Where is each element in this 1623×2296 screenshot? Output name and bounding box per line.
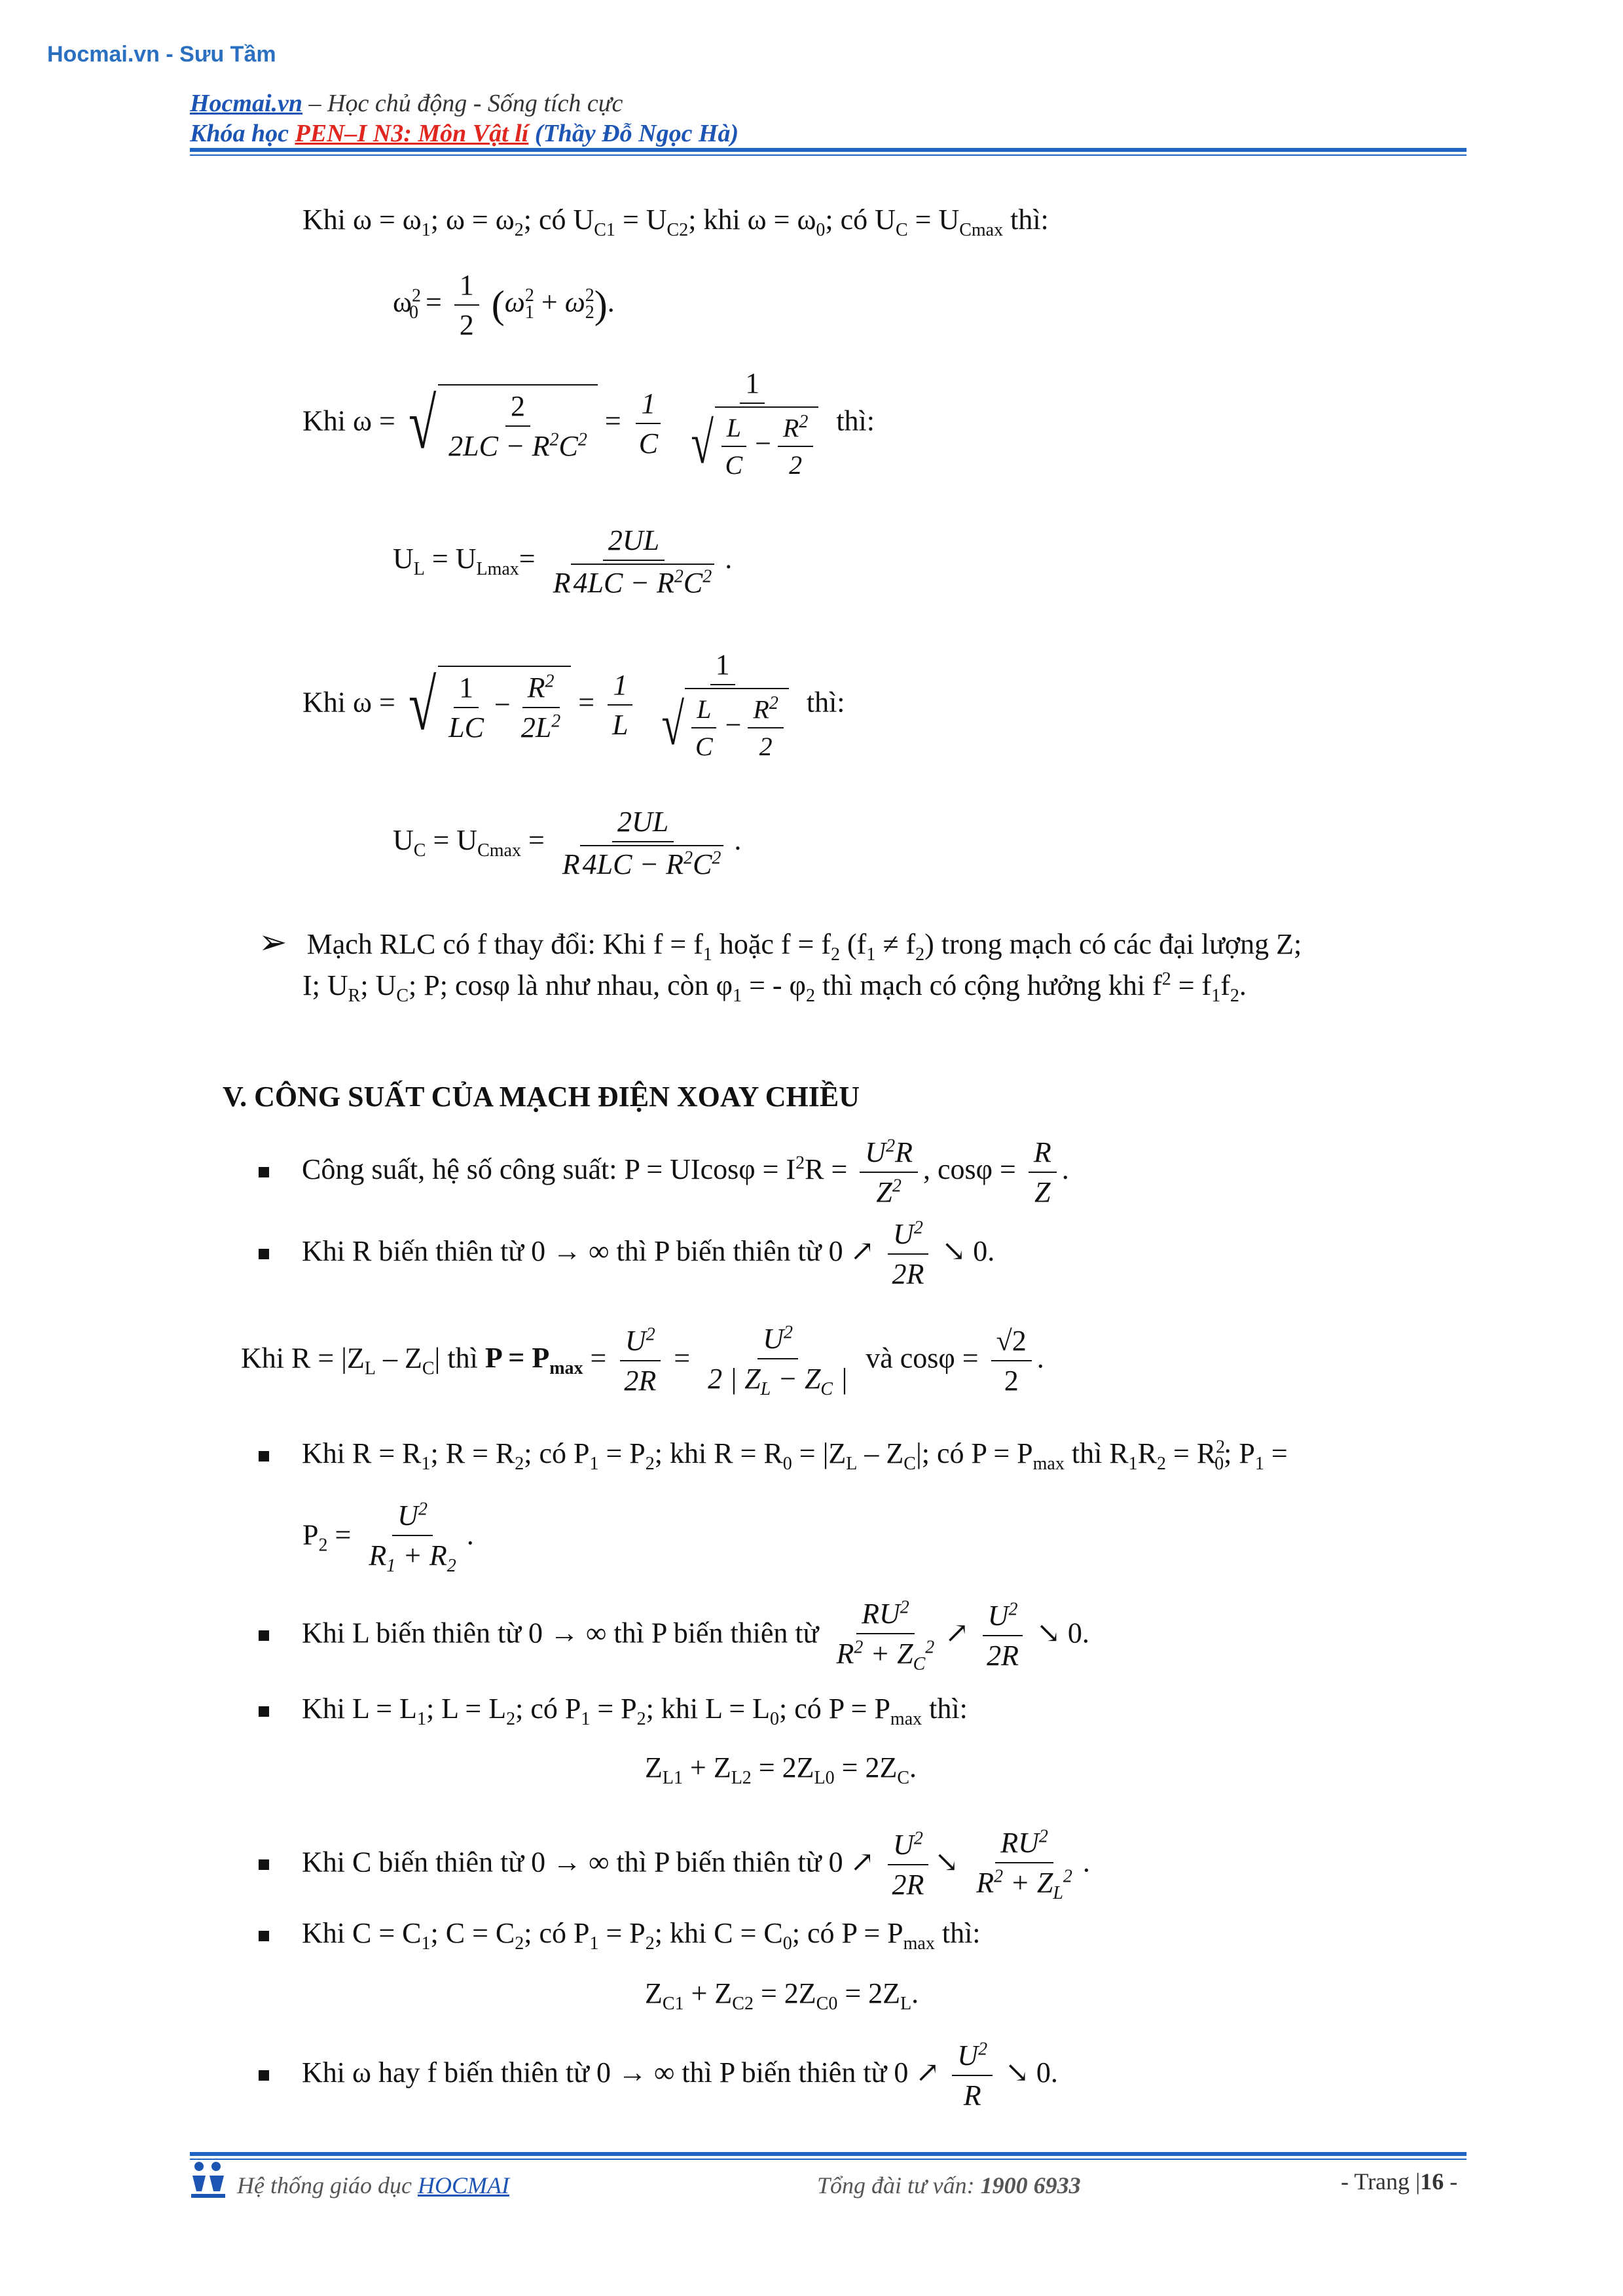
footer-phone: 1900 6933 (980, 2172, 1081, 2198)
square-bullet-icon (259, 1931, 269, 1941)
formula-omega-uc: Khi ω = √ $\frac{2}{2LC - R^2C^2}$ = $\frac{1}{C}$ 1 √ $\frac{L}{C}$ − $\frac{R^2}{2}$ thì: (302, 367, 875, 480)
formula-zl: $Z_{L1} + Z_{L2} = 2Z_{L0} = 2Z_C$. (645, 1751, 917, 1788)
slogan: – Học chủ động - Sống tích cực (302, 90, 623, 117)
header-line-1 (190, 89, 623, 118)
square-bullet-icon (259, 1859, 269, 1870)
bullet-c1-c2: Khi $C = C_1$; $C = C_2$; có $P_1 = P_2$; khi $C = C_0$; có $P = P_{max}$ thì: (259, 1916, 981, 1954)
formula-omega0: $\omega^2_0$ = $\frac{1}{2}$ $(\omega_1^2 + \omega_2^2)$. (393, 269, 615, 341)
bullet-l1-l2: Khi $L = L_1$; $L = L_2$; có $P_1 = P_2$; khi $L = L_0$; có $P = P_{max}$ thì: (259, 1692, 968, 1730)
page-number: - Trang |16 - (1341, 2168, 1458, 2195)
paragraph-rlc-f: ➢ Mạch RLC có f thay đổi: Khi $f = f_1$ hoặc $f = f_2$ $(f_1 \ne f_2)$ trong mạch có các đại lượng Z; (259, 924, 1302, 965)
teacher: (Thầy Đỗ Ngọc Hà) (528, 120, 739, 147)
line-omega-cond: Khi $\omega = \omega_1$; $\omega = \omega_2$; có $U_{C1} = U_{C2}$; khi $\omega = \omega_0$; có $U_C = U_{Cmax}$ thì: (302, 204, 1049, 240)
header-line-2 (190, 119, 739, 148)
footer-rule (190, 2152, 1467, 2156)
arrow-bullet-icon: ➢ (259, 924, 287, 961)
site-link[interactable]: Hocmai.vn (190, 90, 303, 117)
bullet-c-vary: Khi C biến thiên từ 0 → ∞ thì P biến thiên từ 0 ↗ $\frac{U^2}{2R}$ ↘ $\frac{RU^2}{R^2 + Z_L^2}$ . (259, 1826, 1090, 1904)
footer-rule-thin (190, 2159, 1467, 2160)
square-bullet-icon (259, 2070, 269, 2081)
bullet-omega-vary: Khi ω hay f biến thiên từ 0 → ∞ thì P biến thiên từ 0 ↗ $\frac{U^2}{R}$ ↘ 0. (259, 2039, 1058, 2112)
course-code[interactable]: PEN–I N3: Môn Vật lí (295, 120, 529, 147)
square-bullet-icon (259, 1706, 269, 1717)
square-bullet-icon (259, 1249, 269, 1259)
bullet-power-factor: Công suất, hệ số công suất: $P = UIcos\varphi = I^2R$ = $\frac{U^2R}{Z^2}$ , cosφ = $\frac{R}{Z}$ . (259, 1136, 1069, 1209)
formula-ulmax: $U_L = U_{Lmax}=$ $\frac{2UL}{R4LC - R^2C^2}$ . (393, 524, 733, 599)
formula-p2: $P_2$ = $\frac{U^2}{R_1 + R_2}$ . (302, 1499, 474, 1576)
bullet-r-vary: Khi R biến thiên từ 0 → ∞ thì P biến thiên từ 0 ↗ $\frac{U^2}{2R}$ ↘ 0. (259, 1217, 994, 1291)
formula-omega-ul: Khi ω = √ $\frac{1}{LC}$ − $\frac{R^2}{2L^2}$ = $\frac{1}{L}$ 1 √ $\frac{L}{C}$ − $\frac{R^2}{2}$ thì: (302, 649, 845, 762)
course-prefix: Khóa học (190, 120, 295, 147)
square-bullet-icon (259, 1167, 269, 1177)
square-bullet-icon (259, 1451, 269, 1462)
square-bullet-icon (259, 1630, 269, 1641)
watermark: Hocmai.vn - Sưu Tầm (47, 42, 276, 67)
formula-pmax: Khi $R = |Z_L - Z_C|$ thì $P = P_{max}$ = $\frac{U^2}{2R}$ = $\frac{U^2}{2 | Z_L - Z_C |}$ và cosφ = $\frac{√2}{2}$ . (241, 1322, 1044, 1399)
paragraph-rlc-f-2: I; $U_R$; $U_C$; P; cosφ là như nhau, còn $\varphi_1$ = - $\varphi_2$ thì mạch có cộng hưởng khi $f^2 = f_1f_2$. (302, 969, 1247, 1006)
section-heading: V. CÔNG SUẤT CỦA MẠCH ĐIỆN XOAY CHIỀU (223, 1081, 860, 1113)
hocmai-logo-icon (190, 2160, 227, 2199)
footer-system: Hệ thống giáo dục HOCMAI (237, 2172, 509, 2198)
header-rule-thin (190, 154, 1467, 156)
formula-ucmax: $U_C = U_{Cmax}$ = $\frac{2UL}{R4LC - R^2C^2}$ . (393, 806, 742, 880)
header-rule (190, 148, 1467, 152)
bullet-l-vary: Khi L biến thiên từ 0 → ∞ thì P biến thiên từ $\frac{RU^2}{R^2 + Z_C^2}$ ↗ $\frac{U^2}{2R}$ ↘ 0. (259, 1597, 1089, 1675)
bullet-r1-r2: Khi $R = R_1$; $R = R_2$; có $P_1 = P_2$; khi $R = R_0 = |Z_L - Z_C|$; có $P = P_{max}$ thì $R_1R_2 = R^2_0$; $P_1$ = (259, 1437, 1288, 1475)
footer-hotline: Tổng đài tư vấn: 1900 6933 (817, 2172, 1081, 2198)
footer-brand-link[interactable]: HOCMAI (417, 2172, 509, 2198)
formula-zc: $Z_{C1} + Z_{C2} = 2Z_{C0} = 2Z_L$. (645, 1977, 919, 2014)
